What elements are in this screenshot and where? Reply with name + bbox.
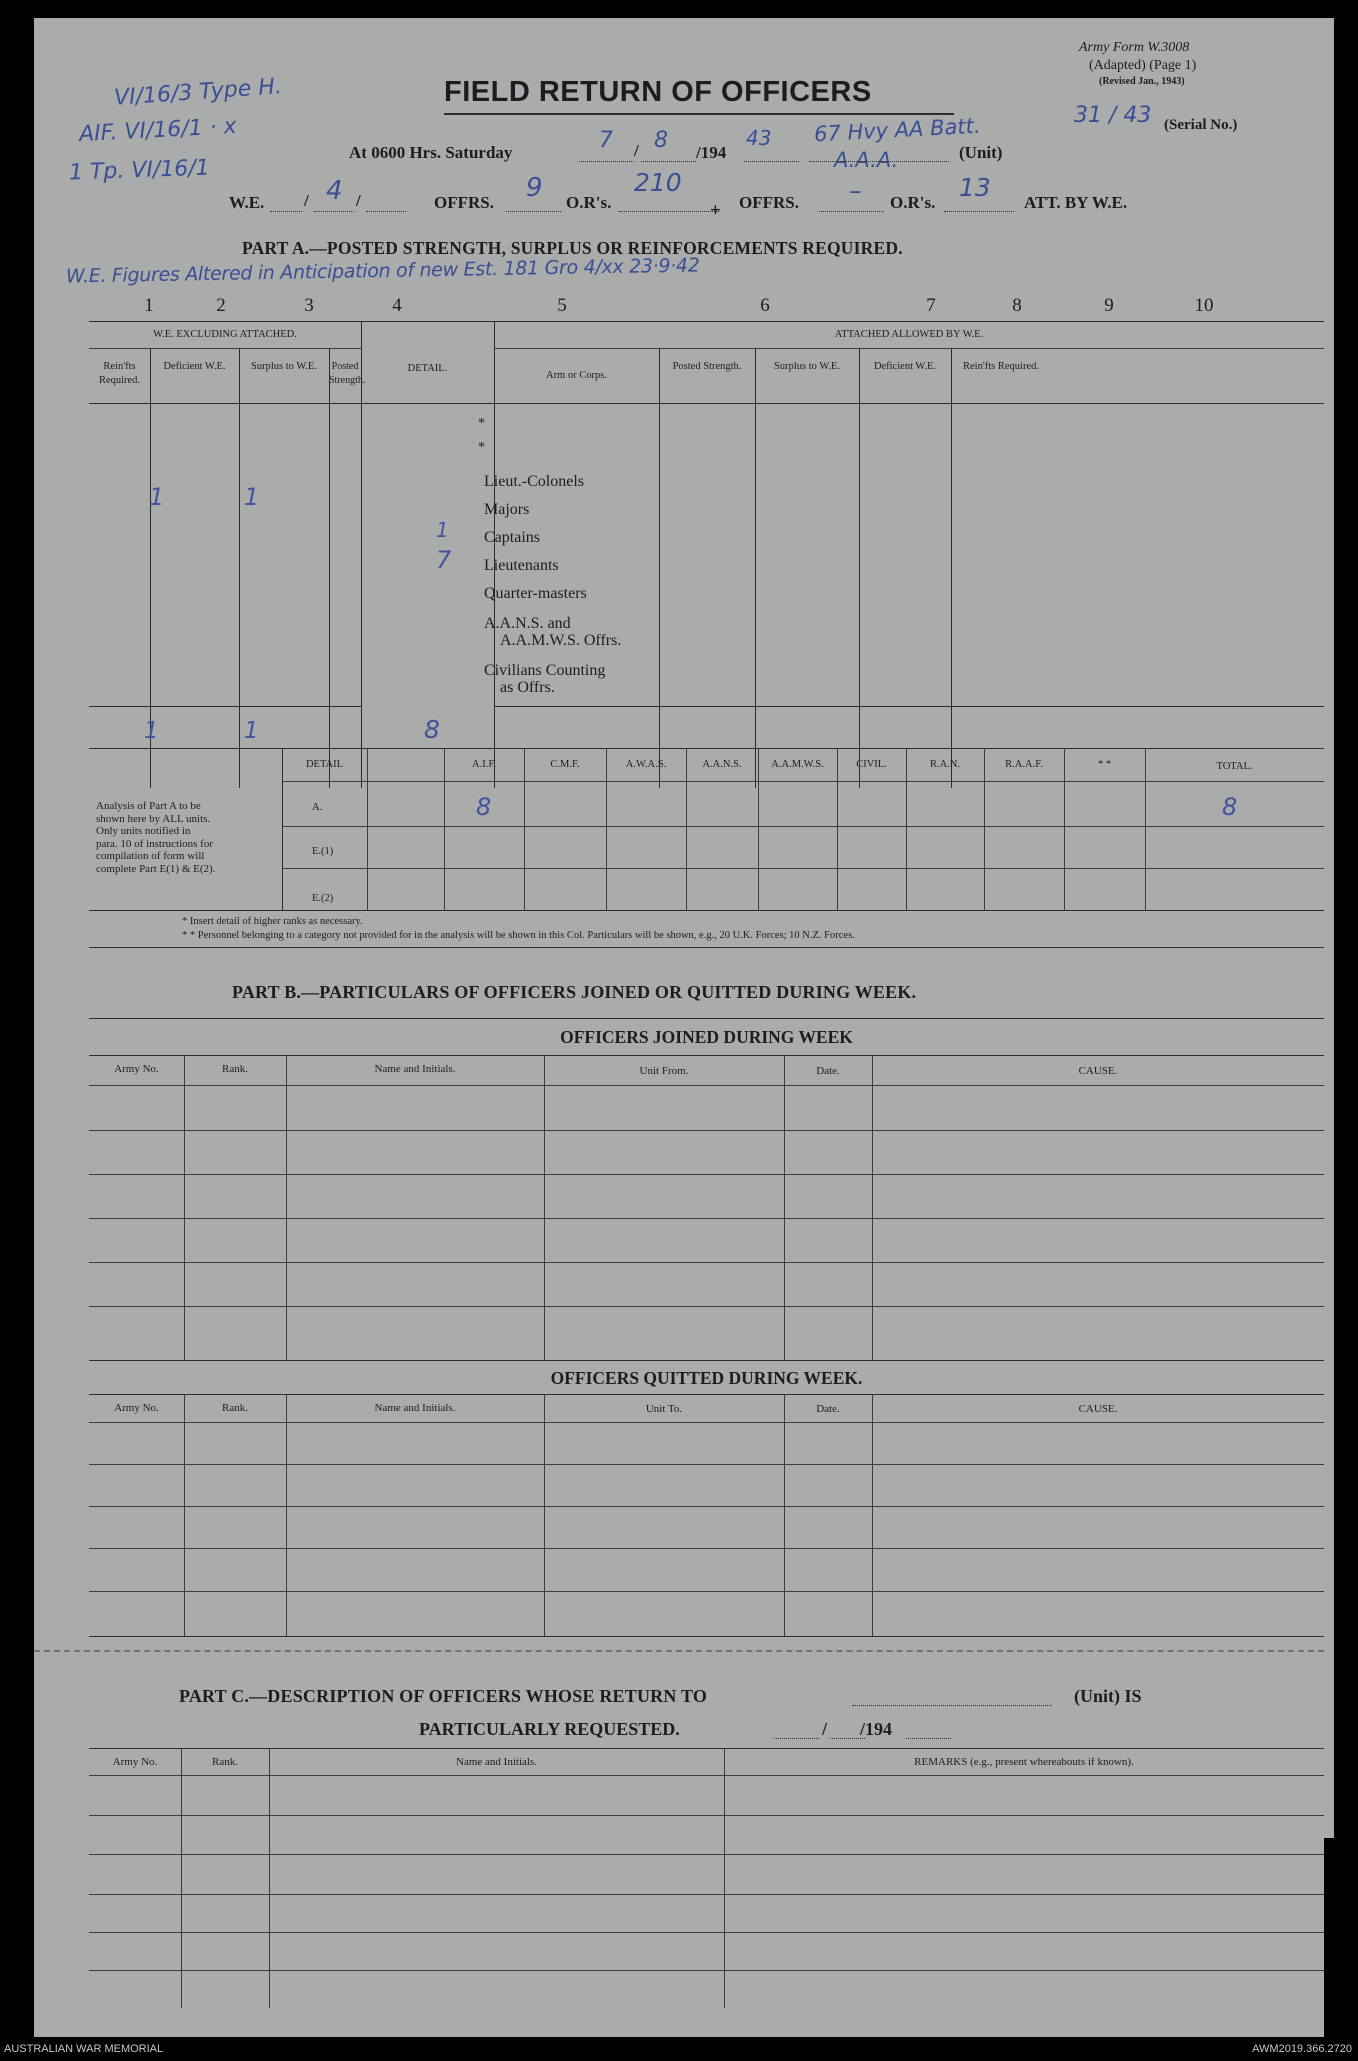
col-number-2: 2	[216, 295, 226, 316]
joined-header-rank: Rank.	[222, 1063, 248, 1075]
col-divider-8	[859, 348, 860, 788]
analysis-col-6	[758, 748, 759, 910]
col-divider-6	[659, 348, 660, 788]
rank-captains: Captains	[484, 529, 540, 546]
header-att-deficient: Deficient W.E.	[873, 361, 937, 372]
day-field	[579, 161, 634, 162]
part-a-total-rule-right	[494, 706, 1324, 707]
analysis-col-11	[1145, 748, 1146, 910]
col-divider-7	[755, 348, 756, 788]
part-c-header-rank: Rank.	[212, 1756, 238, 1768]
footnote-double-star: * * Personnel belonging to a category not provided for in the analysis will be shown in this Col. Particulars will be shown, e.g., 20 U.K. Forces; 10 N.Z. Forces.	[182, 930, 855, 941]
part-c-header-name: Name and Initials.	[456, 1756, 537, 1768]
handwritten-unit-2: A.A.A.	[834, 148, 899, 172]
joined-row-1	[89, 1085, 1324, 1086]
at-hours-label: At 0600 Hrs. Saturday	[349, 143, 513, 162]
rank-lieutenants: Lieutenants	[484, 557, 559, 574]
ors-att-field	[944, 211, 1014, 212]
part-c-date-slash: /	[822, 1719, 828, 1739]
joined-col-5	[872, 1055, 873, 1360]
quitted-header-unit-to: Unit To.	[645, 1403, 683, 1415]
col-divider-3	[329, 348, 330, 788]
analysis-header-cmf: C.M.F.	[550, 759, 580, 770]
we-field-1	[270, 211, 302, 212]
handwritten-unit-1: 67 Hvy AA Batt.	[813, 113, 982, 147]
part-c-col-1	[181, 1748, 182, 2008]
joined-header-date: Date.	[816, 1065, 840, 1077]
quitted-row-5	[89, 1591, 1324, 1592]
part-a-top-rule	[89, 321, 1324, 322]
part-a-total-rule-left	[89, 706, 361, 707]
part-a-title: PART A.—POSTED STRENGTH, SURPLUS OR REINFORCEMENTS REQUIRED.	[242, 238, 903, 258]
analysis-header-civil: CIVIL.	[856, 759, 887, 770]
analysis-col-3	[524, 748, 525, 910]
quitted-col-3	[544, 1394, 545, 1636]
army-form-number: Army Form W.3008	[1079, 40, 1190, 55]
col-number-7: 7	[926, 295, 936, 316]
quitted-bottom-rule	[89, 1636, 1324, 1637]
joined-col-1	[184, 1055, 185, 1360]
col-number-3: 3	[304, 295, 314, 316]
ors-label: O.R's.	[566, 193, 612, 212]
footer-catalogue-id: AWM2019.366.2720	[1252, 2043, 1352, 2055]
hw-lieutenants-value: 7	[436, 546, 452, 574]
quitted-header-name: Name and Initials.	[374, 1402, 456, 1414]
joined-title: OFFICERS JOINED DURING WEEK	[560, 1027, 853, 1047]
ors-att-label: O.R's.	[890, 193, 936, 212]
joined-row-2	[89, 1130, 1324, 1131]
joined-header-army-no: Army No.	[114, 1063, 159, 1075]
joined-row-4	[89, 1218, 1324, 1219]
quitted-col-5	[872, 1394, 873, 1636]
quitted-title: OFFICERS QUITTED DURING WEEK.	[550, 1368, 863, 1388]
we-field-2	[314, 211, 354, 212]
att-by-we-label: ATT. BY W.E.	[1024, 193, 1128, 212]
we-label: W.E.	[229, 193, 265, 212]
analysis-header-raaf: R.A.A.F.	[1005, 759, 1043, 770]
analysis-row-a: A.	[312, 802, 323, 813]
analysis-row-e2: E.(2)	[312, 893, 334, 904]
part-c-title: PART C.—DESCRIPTION OF OFFICERS WHOSE RETURN TO	[179, 1686, 708, 1706]
joined-col-3	[544, 1055, 545, 1360]
header-deficient: Deficient W.E.	[163, 361, 226, 372]
handwritten-ref-3: 1 Tp. VI/16/1	[68, 155, 211, 186]
col-number-6: 6	[760, 295, 770, 316]
joined-row-3	[89, 1174, 1324, 1175]
rank-civilians-2: as Offrs.	[500, 679, 555, 696]
col-number-1: 1	[144, 295, 154, 316]
part-c-row-5	[89, 1932, 1324, 1933]
archive-footer-bar	[0, 2037, 1358, 2061]
offrs-att-field	[819, 211, 884, 212]
part-c-row-3	[89, 1854, 1324, 1855]
handwritten-day: 7	[599, 128, 613, 153]
analysis-header-other: * *	[1097, 759, 1112, 770]
form-revised: (Revised Jan., 1943)	[1099, 76, 1185, 87]
offrs-att-label: OFFRS.	[739, 193, 799, 212]
quitted-row-4	[89, 1548, 1324, 1549]
year-label: /194	[696, 143, 727, 162]
form-adapted: (Adapted) (Page 1)	[1089, 58, 1197, 73]
attached-allowed-rule	[494, 348, 1324, 349]
unit-field	[809, 161, 949, 162]
quitted-col-1	[184, 1394, 185, 1636]
handwritten-offrs: 9	[526, 173, 543, 203]
col-number-9: 9	[1104, 295, 1114, 316]
ors-field	[619, 211, 719, 212]
handwritten-we: 4	[326, 176, 343, 206]
footnote-single-star: * Insert detail of higher ranks as necessary.	[182, 916, 363, 927]
analysis-col-8	[906, 748, 907, 910]
we-slash-2: /	[356, 191, 361, 210]
part-c-header-army-no: Army No.	[112, 1756, 158, 1768]
analysis-col-10	[1064, 748, 1065, 910]
plus-sign: +	[710, 200, 721, 221]
part-c-unit-field	[852, 1705, 1052, 1706]
form-sheet	[34, 18, 1324, 2037]
attached-allowed-header: ATTACHED ALLOWED BY W.E.	[834, 329, 984, 340]
analysis-note: Analysis of Part A to be shown here by ALL units. Only units notified in para. 10 of instructions for compilation of form will complete Part E(1) & E(2).	[96, 800, 216, 875]
rank-majors: Majors	[484, 501, 530, 518]
rank-aamws: A.A.M.W.S. Offrs.	[500, 632, 622, 649]
star-2: *	[478, 440, 485, 455]
analysis-a-total-value: 8	[1222, 793, 1238, 821]
quitted-header-army-no: Army No.	[114, 1402, 159, 1414]
col-divider-2	[239, 348, 240, 788]
part-c-year-field	[906, 1738, 951, 1739]
handwritten-serial: 31 / 43	[1074, 103, 1152, 128]
col-number-10: 10	[1194, 295, 1214, 316]
col-number-4: 4	[392, 295, 402, 316]
star-1: *	[478, 416, 485, 431]
analysis-left-border	[282, 748, 283, 910]
analysis-col-7	[837, 748, 838, 910]
analysis-header-detail: DETAIL	[305, 759, 344, 770]
form-title: FIELD RETURN OF OFFICERS	[444, 76, 872, 108]
analysis-col-9	[984, 748, 985, 910]
joined-row-6	[89, 1306, 1324, 1307]
we-field-3	[366, 211, 406, 212]
part-c-unit-label: (Unit) IS	[1074, 1686, 1142, 1706]
total-deficient: 1	[244, 718, 259, 744]
analysis-col-2	[444, 748, 445, 910]
rank-aans: A.A.N.S. and	[484, 615, 571, 632]
analysis-col-1	[367, 748, 368, 910]
analysis-header-aamws: A.A.M.W.S.	[771, 759, 824, 770]
we-excluding-header: W.E. EXCLUDING ATTACHED.	[153, 329, 297, 340]
analysis-col-4	[606, 748, 607, 910]
analysis-header-aif: A.I.F.	[472, 759, 496, 770]
total-reinfts: 1	[144, 718, 159, 744]
part-a-header-rule	[89, 403, 1324, 404]
col-divider-5	[494, 321, 495, 788]
joined-header-unit-from: Unit From.	[639, 1065, 689, 1077]
year-field	[744, 161, 799, 162]
analysis-header-aans: A.A.N.S.	[702, 759, 742, 770]
date-slash: /	[634, 141, 639, 160]
quitted-row-3	[89, 1506, 1324, 1507]
handwritten-year: 43	[746, 126, 772, 150]
part-c-col-2	[269, 1748, 270, 2008]
part-c-row-1	[89, 1775, 1324, 1776]
part-c-col-3	[724, 1748, 725, 2008]
col-divider-9	[951, 348, 952, 788]
header-arm-corps: Arm or Corps.	[546, 370, 607, 381]
tear-line	[34, 1650, 1324, 1652]
analysis-row-e1: E.(1)	[312, 846, 334, 857]
rank-lieut-colonels: Lieut.-Colonels	[484, 473, 584, 490]
offrs-label: OFFRS.	[434, 193, 494, 212]
joined-col-2	[286, 1055, 287, 1360]
part-c-row-6	[89, 1970, 1324, 1971]
col-number-5: 5	[557, 295, 567, 316]
footer-institution: AUSTRALIAN WAR MEMORIAL	[4, 2043, 164, 2055]
analysis-row-rule-2	[282, 868, 1324, 869]
hw-deficient-value: 1	[244, 483, 260, 511]
col-number-8: 8	[1012, 295, 1022, 316]
header-att-reinfts: Rein'fts Required.	[963, 361, 1039, 372]
analysis-a-aif-value: 8	[476, 793, 492, 821]
header-detail: DETAIL.	[407, 363, 448, 374]
handwritten-ref-1: VI/16/3 Type H.	[113, 74, 283, 111]
analysis-bottom-rule	[89, 910, 1324, 911]
part-c-top-rule	[89, 1748, 1324, 1749]
part-c-requested: PARTICULARLY REQUESTED.	[419, 1719, 680, 1739]
header-att-posted: Posted Strength.	[672, 361, 742, 372]
we-slash-1: /	[304, 191, 309, 210]
header-att-surplus: Surplus to W.E.	[774, 361, 840, 372]
quitted-header-rank: Rank.	[222, 1402, 248, 1414]
analysis-header-total: TOTAL.	[1216, 761, 1253, 772]
month-field	[641, 161, 696, 162]
handwritten-month: 8	[654, 128, 668, 153]
analysis-row-rule-1	[282, 826, 1324, 827]
header-surplus: Surplus to W.E.	[251, 361, 317, 372]
hw-reinfts-value: 1	[149, 483, 165, 511]
part-c-year: /194	[860, 1719, 893, 1739]
quitted-header-top-rule	[89, 1394, 1324, 1395]
serial-label: (Serial No.)	[1164, 117, 1238, 133]
handwritten-offrs-att: –	[849, 176, 862, 205]
joined-header-cause: CAUSE.	[1078, 1065, 1118, 1077]
header-posted-strength: Posted Strength.	[329, 361, 366, 386]
joined-row-5	[89, 1262, 1324, 1263]
part-c-header-remarks: REMARKS (e.g., present whereabouts if known).	[914, 1756, 1134, 1768]
analysis-header-ran: R.A.N.	[929, 759, 961, 770]
handwritten-note: W.E. Figures Altered in Anticipation of new Est. 181 Gro 4/xx 23·9·42	[65, 254, 700, 288]
handwritten-ors-att: 13	[959, 173, 991, 202]
rank-quarter-masters: Quarter-masters	[484, 585, 587, 602]
quitted-header-cause: CAUSE.	[1078, 1403, 1118, 1415]
joined-header-name: Name and Initials.	[374, 1063, 456, 1075]
quitted-row-1	[89, 1422, 1324, 1423]
part-a-bottom-rule	[89, 748, 1324, 749]
rank-civilians: Civilians Counting	[484, 662, 606, 679]
analysis-col-5	[686, 748, 687, 910]
total-posted: 8	[424, 715, 440, 744]
joined-bottom-rule	[89, 1360, 1324, 1361]
we-excluding-rule	[89, 348, 361, 349]
part-b-title: PART B.—PARTICULARS OF OFFICERS JOINED OR QUITTED DURING WEEK.	[232, 982, 917, 1002]
handwritten-ref-2: AIF. VI/16/1 · x	[78, 113, 238, 148]
joined-header-top-rule	[89, 1055, 1324, 1056]
title-underline	[444, 113, 954, 115]
part-c-row-2	[89, 1815, 1324, 1816]
sheet-edge	[1318, 18, 1334, 1838]
analysis-header-awas: A.W.A.S.	[625, 759, 667, 770]
part-c-row-4	[89, 1894, 1324, 1895]
part-b-top-rule	[89, 1018, 1324, 1019]
joined-col-4	[784, 1055, 785, 1360]
unit-label: (Unit)	[959, 143, 1003, 162]
header-reinfts: Rein'fts Required.	[98, 361, 141, 386]
offrs-field	[506, 211, 561, 212]
quitted-header-date: Date.	[816, 1403, 840, 1415]
analysis-header-rule	[282, 781, 1324, 782]
hw-captains-value: 1	[436, 518, 449, 542]
col-divider-4	[361, 321, 362, 788]
handwritten-ors: 210	[634, 168, 682, 197]
quitted-col-2	[286, 1394, 287, 1636]
part-c-date-field-1	[774, 1738, 819, 1739]
part-a-end-rule	[89, 947, 1324, 948]
quitted-col-4	[784, 1394, 785, 1636]
quitted-row-2	[89, 1464, 1324, 1465]
